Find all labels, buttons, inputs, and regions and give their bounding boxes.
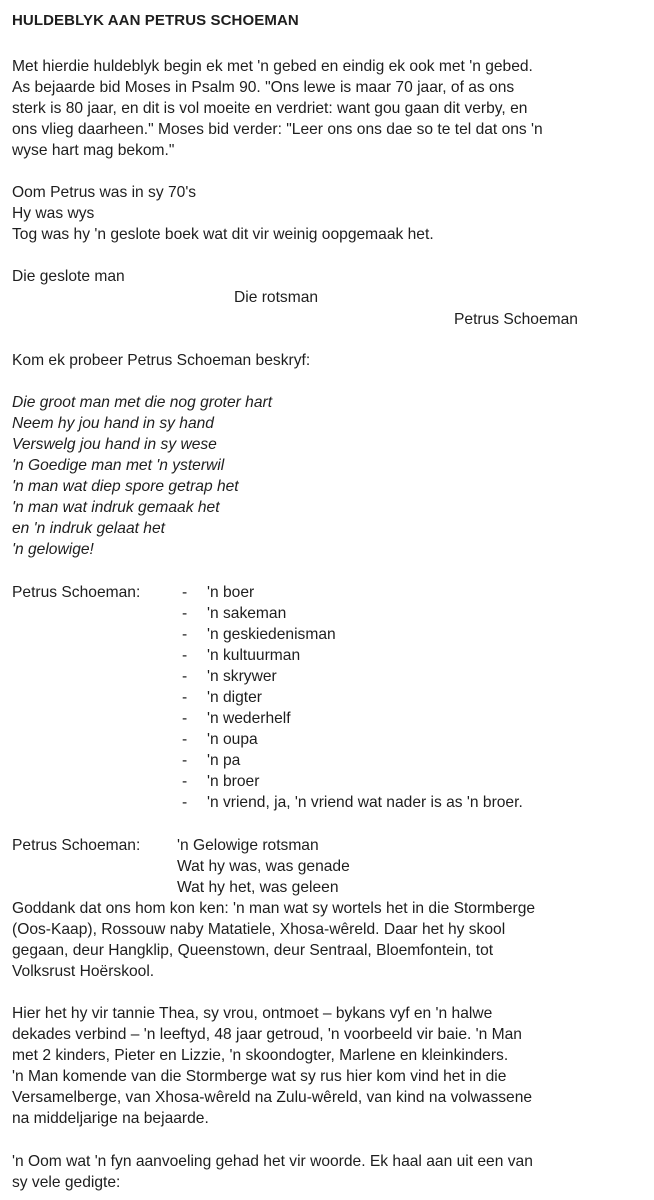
hier-line: Versamelberge, van Xhosa-wêreld na Zulu-wêreld, van kind na volwassene <box>12 1089 533 1106</box>
intro-line: Met hierdie huldeblyk begin ek met 'n gebed en eindig ek ook met 'n gebed. <box>12 58 533 75</box>
kom-line: Kom ek probeer Petrus Schoeman beskryf: <box>12 352 311 369</box>
intro-line: wyse hart mag bekom." <box>12 142 175 159</box>
list-dash: - <box>182 584 188 601</box>
poem-line: 'n Goedige man met 'n ysterwil <box>12 457 225 474</box>
list-item: 'n boer <box>207 584 255 601</box>
list-dash: - <box>182 731 188 748</box>
oom-line: Hy was wys <box>12 205 95 222</box>
list-item: 'n pa <box>207 752 241 769</box>
list-item: 'n oupa <box>207 731 258 748</box>
intro-line: sterk is 80 jaar, en dit is vol moeite en verdriet: want gou gaan dit verby, en <box>12 100 528 117</box>
poem-line: Neem hy jou hand in sy hand <box>12 415 214 432</box>
list-label: Petrus Schoeman: <box>12 584 141 601</box>
goddank-line: Goddank dat ons hom kon ken: 'n man wat sy wortels het in die Stormberge <box>12 900 536 917</box>
list-item: 'n digter <box>207 689 262 706</box>
list-item: 'n broer <box>207 773 260 790</box>
list-dash: - <box>182 647 188 664</box>
poem-line: Verswelg jou hand in sy wese <box>12 436 217 453</box>
list-item: 'n skrywer <box>207 668 277 685</box>
hier-line: dekades verbind – 'n leeftyd, 48 jaar getroud, 'n voorbeeld vir baie. 'n Man <box>12 1026 522 1043</box>
list-item: 'n sakeman <box>207 605 287 622</box>
list-item: 'n geskiedenisman <box>207 626 336 643</box>
poem-line: 'n man wat diep spore getrap het <box>12 478 239 495</box>
rots-line: Wat hy was, was genade <box>177 858 350 875</box>
rots-line: Wat hy het, was geleen <box>177 879 339 896</box>
poem-line: 'n man wat indruk gemaak het <box>12 499 220 516</box>
list-dash: - <box>182 710 188 727</box>
intro-line: As bejaarde bid Moses in Psalm 90. "Ons lewe is maar 70 jaar, of as ons <box>12 79 515 96</box>
rots-label: Petrus Schoeman: <box>12 837 141 854</box>
name-petrus: Petrus Schoeman <box>454 311 578 328</box>
intro-line: ons vlieg daarheen." Moses bid verder: "Leer ons ons dae so te tel dat ons 'n <box>12 121 543 138</box>
outro-line: 'n Oom wat 'n fyn aanvoeling gehad het vir woorde. Ek haal aan uit een van <box>12 1153 533 1170</box>
oom-line: Oom Petrus was in sy 70's <box>12 184 197 201</box>
name-rotsman: Die rotsman <box>234 289 319 306</box>
list-dash: - <box>182 794 188 811</box>
list-dash: - <box>182 668 188 685</box>
list-item: 'n vriend, ja, 'n vriend wat nader is as 'n broer. <box>207 794 523 811</box>
hier-line: na middeljarige na bejaarde. <box>12 1110 209 1127</box>
list-dash: - <box>182 752 188 769</box>
goddank-line: Volksrust Hoërskool. <box>12 963 155 980</box>
goddank-line: (Oos-Kaap), Rossouw naby Matatiele, Xhosa-wêreld. Daar het hy skool <box>12 921 506 938</box>
outro-line: sy vele gedigte: <box>12 1174 121 1191</box>
poem-line: 'n gelowige! <box>12 541 94 558</box>
rots-line: 'n Gelowige rotsman <box>177 837 319 854</box>
hier-line: 'n Man komende van die Stormberge wat sy rus hier kom vind het in die <box>12 1068 507 1085</box>
list-dash: - <box>182 626 188 643</box>
oom-line: Tog was hy 'n geslote boek wat dit vir weinig oopgemaak het. <box>12 226 434 243</box>
poem-line: en 'n indruk gelaat het <box>12 520 165 537</box>
hier-line: met 2 kinders, Pieter en Lizzie, 'n skoondogter, Marlene en kleinkinders. <box>12 1047 509 1064</box>
list-dash: - <box>182 605 188 622</box>
hier-line: Hier het hy vir tannie Thea, sy vrou, ontmoet – bykans vyf en 'n halwe <box>12 1005 493 1022</box>
list-dash: - <box>182 689 188 706</box>
poem-line: Die groot man met die nog groter hart <box>12 394 273 411</box>
name-geslote: Die geslote man <box>12 268 125 285</box>
goddank-line: gegaan, deur Hangklip, Queenstown, deur Sentraal, Bloemfontein, tot <box>12 942 494 959</box>
list-dash: - <box>182 773 188 790</box>
document-title: HULDEBLYK AAN PETRUS SCHOEMAN <box>12 12 299 29</box>
list-item: 'n wederhelf <box>207 710 291 727</box>
list-item: 'n kultuurman <box>207 647 301 664</box>
